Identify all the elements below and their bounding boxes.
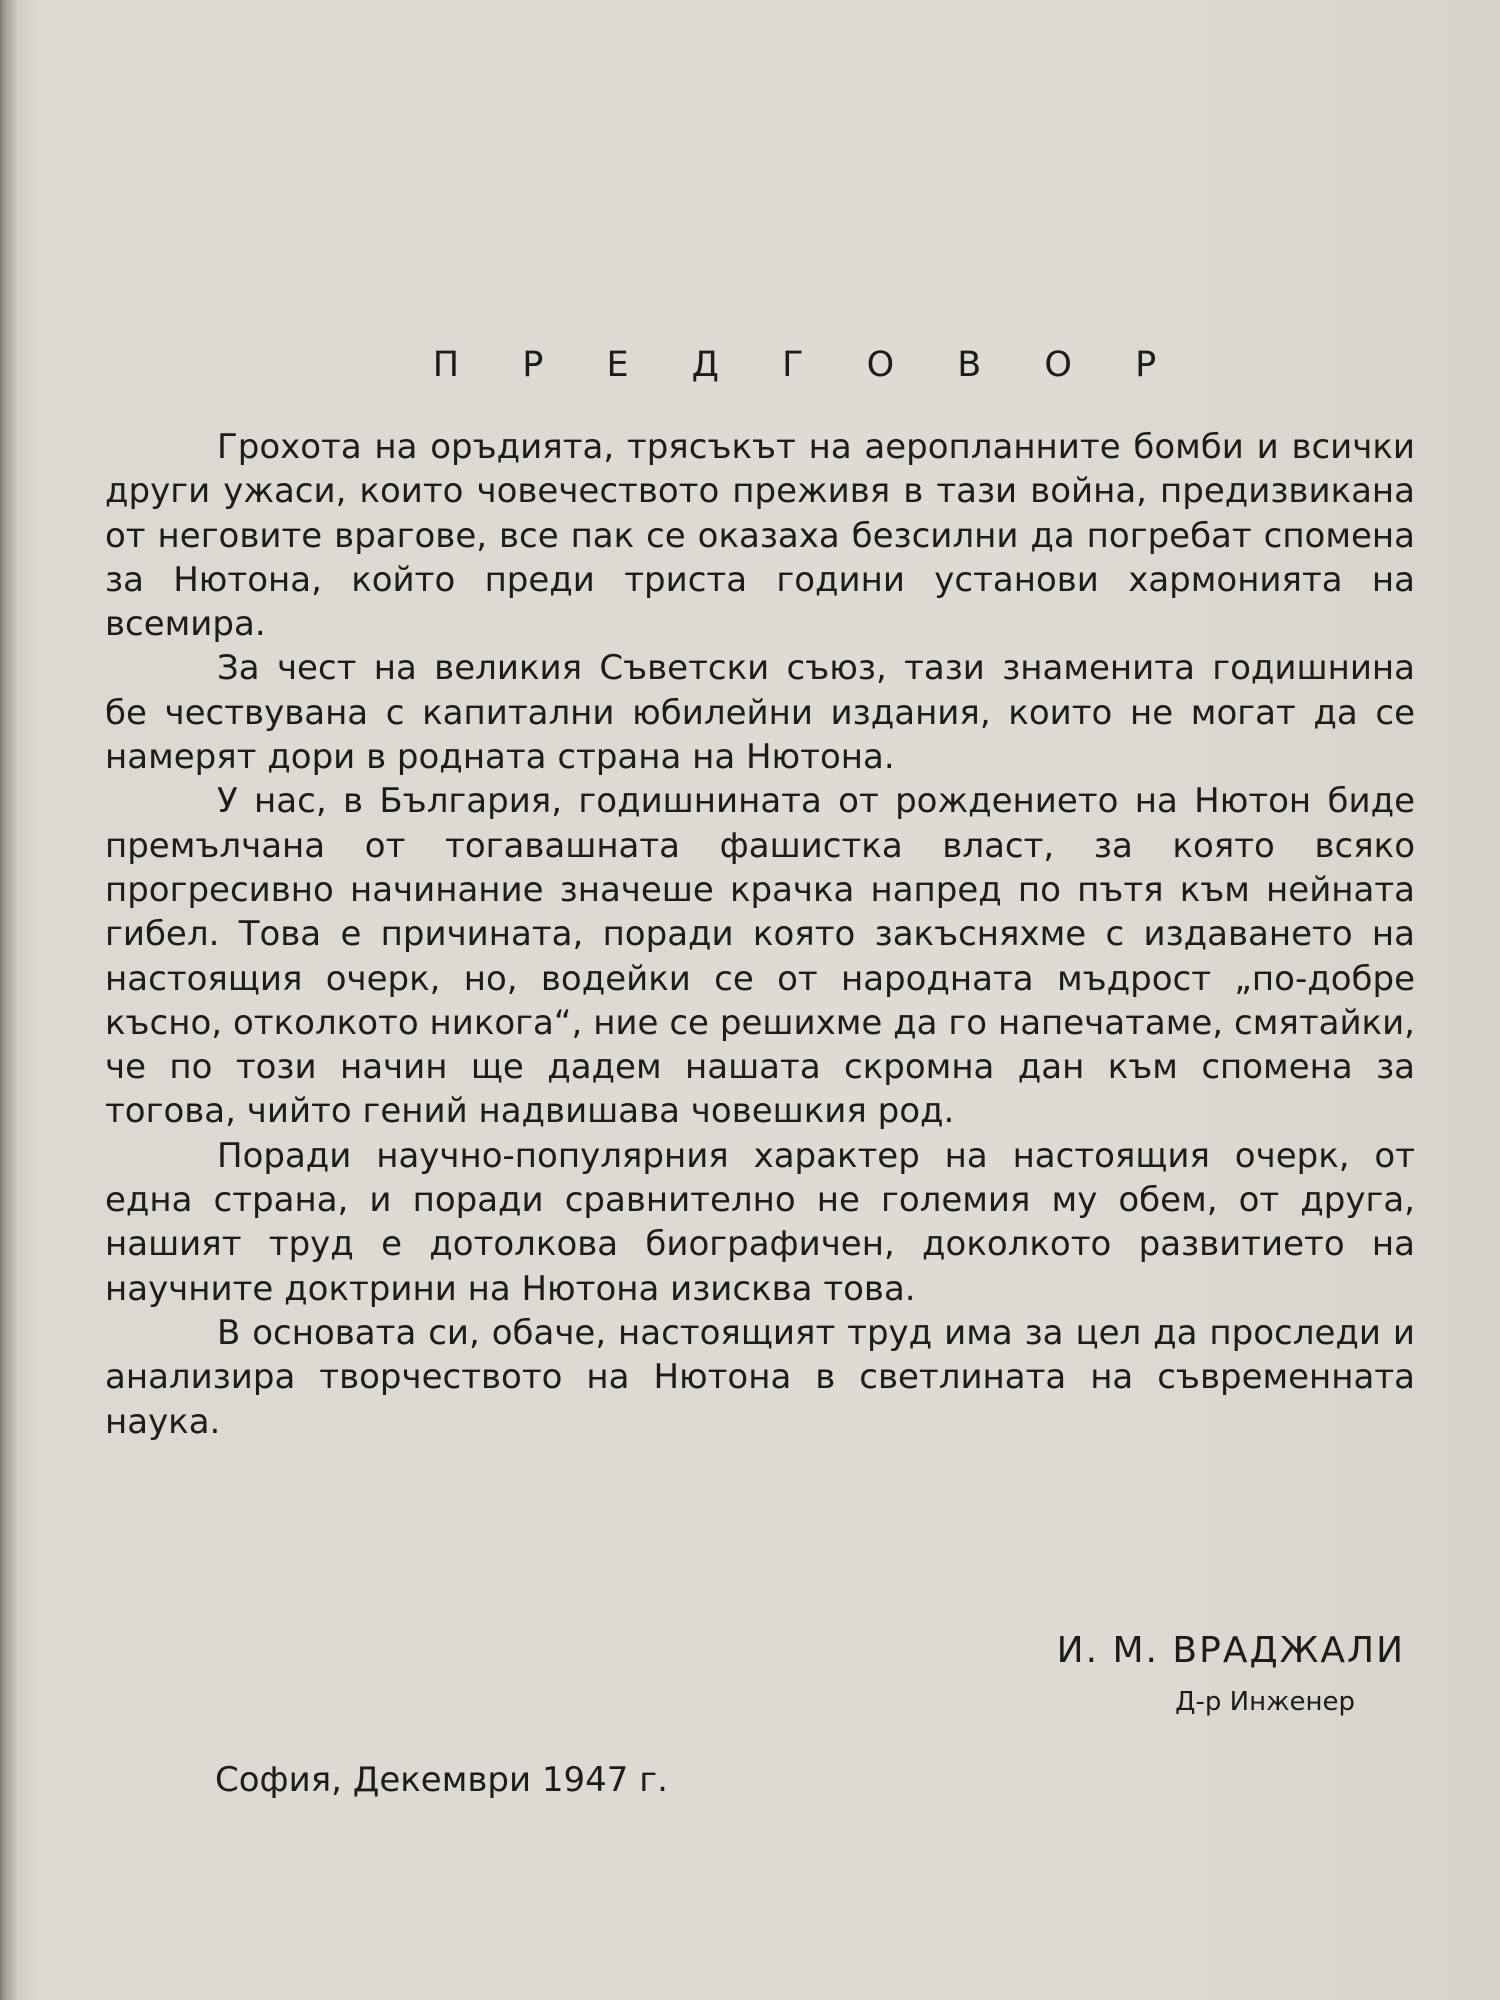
- paragraph-5: В основата си, обаче, настоящият труд има за цел да проследи и анализира творчеството на Нютона в светлината на съвременната наука.: [105, 1312, 1415, 1442]
- place-and-date: София, Декември 1947 г.: [215, 1760, 668, 1800]
- author-name: И. М. ВРАДЖАЛИ: [1056, 1630, 1405, 1671]
- paragraph-3: У нас, в България, годишнината от рождението на Нютон биде премълчана от тогавашната фашистка власт, за която всяко прогресивно начинание значеше крачка напред по пътя към нейната гибел. Това е причината, поради която закъсняхме с издаването на настоящия очерк, но, водейки се от народната мъдрост „по-добре късно, отколкото никога“, ние се решихме да го напечатаме, смятайки, че по този начин ще дадем нашата скромна дан към спомена за тогова, чийто гений надвишава човешкия род.: [105, 781, 1415, 1132]
- signature-block: [1057, 1630, 1405, 1717]
- paragraph-2: За чест на великия Съветски съюз, тази знаменита годишнина бе чествувана с капитални юбилейни издания, които не могат да се намерят дори в родната страна на Нютона.: [105, 648, 1415, 778]
- paragraph-1: Грохота на оръдията, трясъкът на аеропланните бомби и всички други ужаси, които човечеството преживя в тази война, предизвикана от неговите врагове, все пак се оказаха безсилни да погребат спомена за Нютона, който преди триста години установи хармонията на всемира.: [105, 427, 1415, 645]
- author-title: Д-р Инженер: [1175, 1687, 1355, 1717]
- paragraph-4: Поради научно-популярния характер на настоящия очерк, от една страна, и поради сравнително не големия му обем, от друга, нашият труд е дотолкова биографичен, доколкото развитието на научните доктрини на Нютона изисква това.: [105, 1135, 1415, 1309]
- page-spine-shadow: [0, 0, 18, 2000]
- preface-text-block: [105, 345, 1415, 1444]
- page-title: П Р Е Д Г О В О Р: [432, 345, 1183, 385]
